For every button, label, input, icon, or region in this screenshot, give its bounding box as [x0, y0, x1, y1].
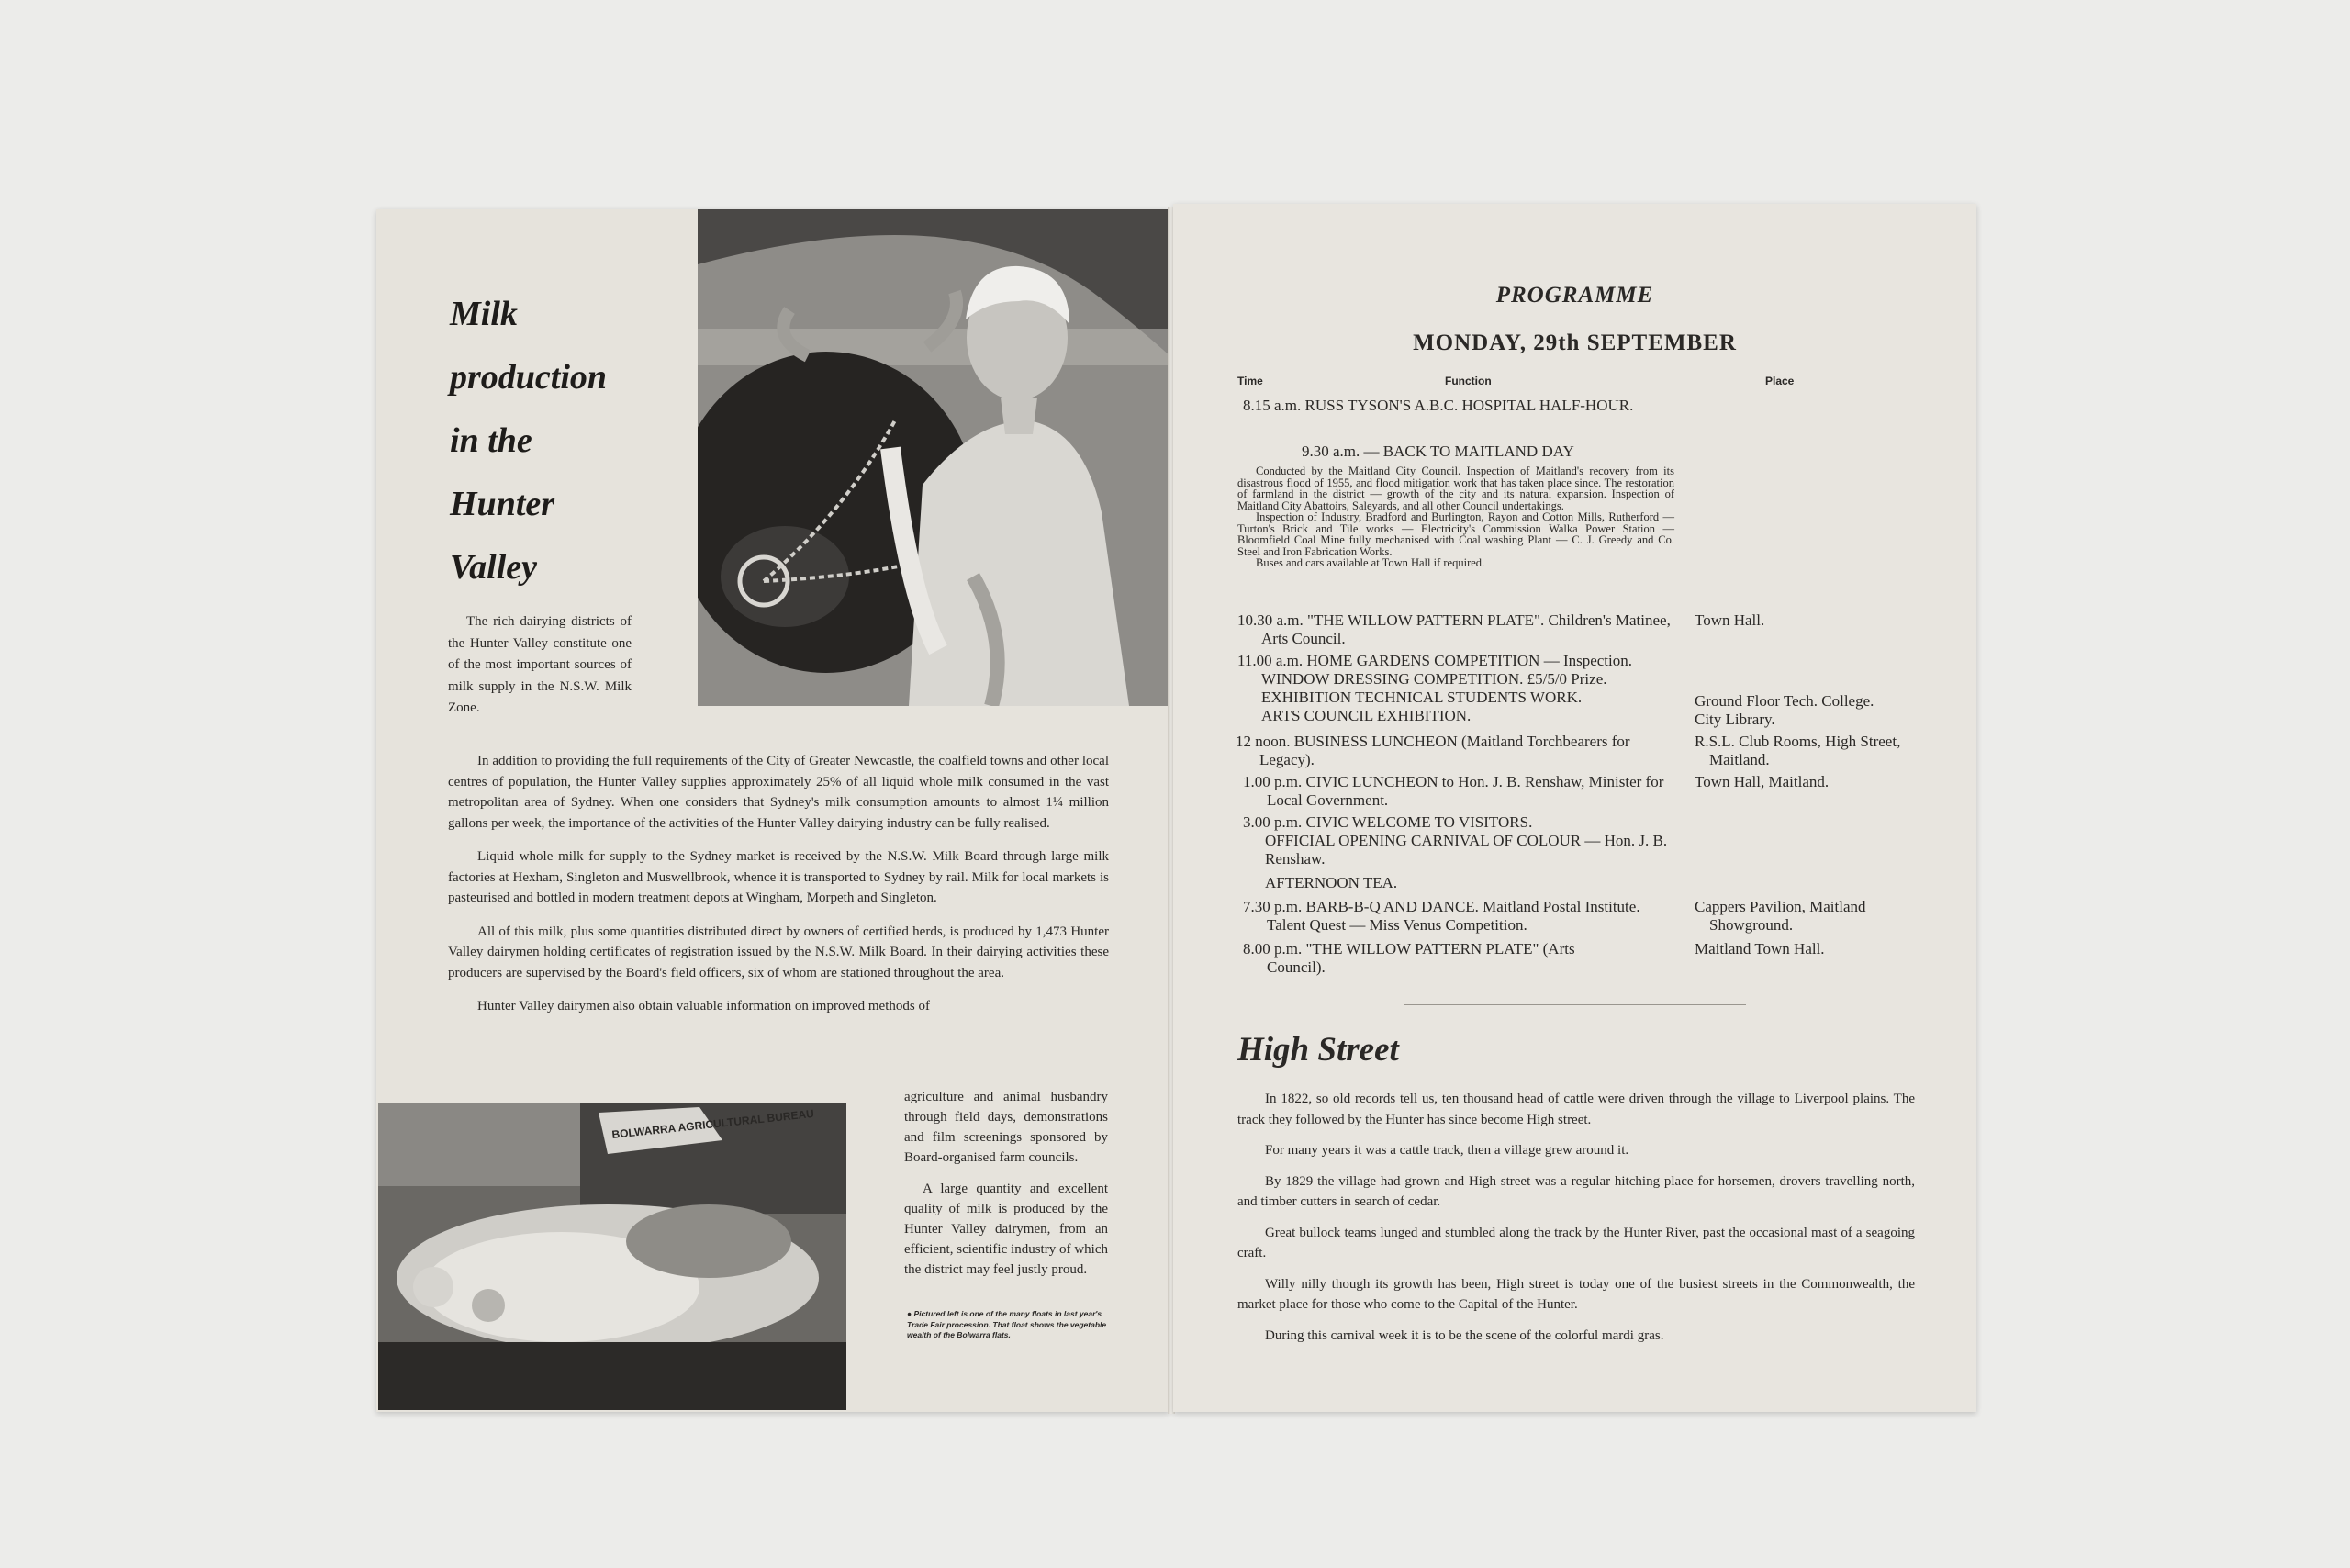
- intro-text: [448, 611, 632, 720]
- event-function: WINDOW DRESSING COMPETITION. £5/5/0 Prize.: [1261, 670, 1607, 688]
- side-column-text: [904, 1087, 1108, 1291]
- event-place: Cappers Pavilion, Maitland Showground.: [1695, 898, 1866, 934]
- girl-bull-illustration: [698, 209, 1170, 706]
- event-time: 1.00 p.m.: [1243, 773, 1303, 790]
- event-time: 7.30 p.m.: [1243, 898, 1303, 915]
- photo-caption: ● Pictured left is one of the many floats in last year's Trade Fair procession. That float shows the vegetable wealth of the Bolwarra flats.: [907, 1309, 1107, 1339]
- event-time: 10.30 a.m.: [1237, 611, 1304, 629]
- column-header-time: Time: [1237, 375, 1263, 387]
- column-header-function: Function: [1445, 375, 1492, 387]
- event-function: CIVIC LUNCHEON to Hon. J. B. Renshaw, Minister for Local Government.: [1267, 773, 1664, 809]
- body-paragraph: Great bullock teams lunged and stumbled along the track by the Hunter River, past the occasional mast of a seagoing craft.: [1237, 1225, 1915, 1260]
- programme-event: [1243, 898, 1674, 935]
- body-paragraph: Hunter Valley dairymen also obtain valuable information on improved methods of: [477, 999, 930, 1014]
- photo-girl-with-bull: [698, 209, 1170, 706]
- event-function: CIVIC WELCOME TO VISITORS.: [1305, 813, 1533, 831]
- section-divider: [1404, 1004, 1746, 1005]
- intro-paragraph: The rich dairying districts of the Hunter Valley constitute one of the most important sources of milk supply in the N.S.W. Milk Zone.: [448, 614, 632, 715]
- programme-event: [1236, 733, 1667, 769]
- body-paragraph: For many years it was a cattle track, then a village grew around it.: [1265, 1143, 1629, 1158]
- body-paragraph: Willy nilly though its growth has been, High street is today one of the busiest streets in the Commonwealth, the market place for those who come to the Capital of the Hunter.: [1237, 1276, 1915, 1312]
- event-time: 9.30 a.m.: [1302, 442, 1360, 460]
- event-function: "THE WILLOW PATTERN PLATE". Children's Matinee, Arts Council.: [1261, 611, 1671, 647]
- left-page: [376, 209, 1169, 1412]
- photo-bolwarra-float: [378, 1103, 846, 1410]
- event-place: Town Hall.: [1695, 611, 1765, 629]
- programme-event: [1243, 773, 1674, 810]
- event-time: 3.00 p.m.: [1243, 813, 1303, 831]
- body-paragraph: In addition to providing the full requirements of the City of Greater Newcastle, the coalfield towns and other local centres of population, the Hunter Valley supplies approximately 25% of all liquid whole milk consumed in the vast metropolitan area of Sydney. When one considers that Sydney's milk consumption amounts to almost 1¼ million gallons per week, the importance of the activities of the Hunter Valley dairying industry can be fully realised.: [448, 754, 1109, 831]
- event-time: 8.15 a.m.: [1243, 397, 1302, 414]
- event-function: "THE WILLOW PATTERN PLATE" (Arts Council).: [1267, 940, 1575, 976]
- note-paragraph: Inspection of Industry, Bradford and Burlington, Rayon and Cotton Mills, Rutherford — Turton's Brick and Tile works — Electricity's Commission Walka Power Station — Bloomfield Coal Mine fully mechanised with Coal washing Plant — C. J. Greedy and Co. Steel and Iron Fabrication Works.: [1237, 510, 1674, 558]
- programme-event: [1261, 670, 1674, 689]
- body-paragraph: All of this milk, plus some quantities distributed direct by owners of certified herds, is produced by 1,473 Hunter Valley dairymen holding certificates of registration issued by the N.S.W. Milk Board. In their dairying activities these producers are supervised by the Board's field officers, six of whom are stationed throughout the area.: [448, 924, 1109, 980]
- maitland-notes: [1237, 465, 1674, 569]
- event-place: Town Hall, Maitland.: [1695, 773, 1830, 790]
- float-sign-text: BOLWARRA AGRICULTURAL BUREAU: [610, 1106, 815, 1141]
- event-function: EXHIBITION TECHNICAL STUDENTS WORK.: [1261, 689, 1583, 706]
- body-paragraph: By 1829 the village had grown and High street was a regular hitching place for horsemen, drovers travelling north, and timber cutters in search of cedar.: [1237, 1173, 1915, 1209]
- programme-date: MONDAY, 29th SEPTEMBER: [1413, 330, 1737, 355]
- title-line: Valley: [450, 548, 537, 587]
- programme-event: [1243, 813, 1674, 832]
- title-line: Hunter: [450, 485, 555, 523]
- event-function: — BACK TO MAITLAND DAY: [1363, 442, 1574, 460]
- title-line: in the: [450, 421, 532, 460]
- event-function: AFTERNOON TEA.: [1265, 874, 1398, 891]
- programme-event: [1302, 442, 1724, 461]
- event-place: City Library.: [1695, 711, 1775, 728]
- programme-event: [1237, 611, 1674, 648]
- body-paragraph: Liquid whole milk for supply to the Sydney market is received by the N.S.W. Milk Board through large milk factories at Hexham, Singleton and Muswellbrook, whence it is transported to Sydney by rail. Milk for local markets is pasteurised and bottled in modern treatment depots at Wingham, Morpeth and Singleton.: [448, 849, 1109, 905]
- right-page: [1173, 204, 1976, 1412]
- event-place: Maitland Town Hall.: [1695, 940, 1825, 958]
- programme-event: [1243, 397, 1674, 415]
- event-function: BUSINESS LUNCHEON (Maitland Torchbearers for Legacy).: [1259, 733, 1630, 768]
- note-paragraph: Conducted by the Maitland City Council. Inspection of Maitland's recovery from its disastrous flood of 1955, and flood mitigation work that has taken place since. The restoration of farmland in the district — growth of the city and its natural expansion. Inspection of Maitland City Abattoirs, Saleyards, and all other Council undertakings.: [1237, 465, 1674, 512]
- event-place: Ground Floor Tech. College.: [1695, 692, 1874, 710]
- event-place: R.S.L. Club Rooms, High Street, Maitland.: [1695, 733, 1901, 768]
- note-paragraph: Buses and cars available at Town Hall if required.: [1256, 556, 1485, 569]
- programme-event: [1261, 707, 1674, 725]
- body-paragraph: During this carnival week it is to be the scene of the colorful mardi gras.: [1265, 1327, 1664, 1343]
- event-function: OFFICIAL OPENING CARNIVAL OF COLOUR — Hon. J. B. Renshaw.: [1265, 832, 1668, 868]
- event-function: ARTS COUNCIL EXHIBITION.: [1261, 707, 1472, 724]
- event-time: 11.00 a.m.: [1237, 652, 1304, 669]
- event-function: HOME GARDENS COMPETITION — Inspection.: [1306, 652, 1633, 669]
- body-paragraph: In 1822, so old records tell us, ten thousand head of cattle were driven through the village to Liverpool plains. The track they followed by the Hunter has since become High street.: [1237, 1092, 1915, 1127]
- programme-event: [1261, 689, 1674, 707]
- title-line: production: [450, 358, 608, 397]
- event-function: RUSS TYSON'S A.B.C. HOSPITAL HALF-HOUR.: [1304, 397, 1634, 414]
- programme-event: [1265, 832, 1674, 868]
- programme-heading: PROGRAMME: [1495, 283, 1654, 308]
- side-paragraph: A large quantity and excellent quality of milk is produced by the Hunter Valley dairymen, from an efficient, scientific industry of which the district may feel justly proud.: [904, 1182, 1108, 1277]
- column-header-place: Place: [1765, 375, 1795, 387]
- programme-event: [1237, 652, 1674, 670]
- article-title: [450, 283, 643, 599]
- side-paragraph: agriculture and animal husbandry through field days, demonstrations and film screenings sponsored by Board-organised farm councils.: [904, 1090, 1108, 1165]
- title-line: Milk: [450, 295, 518, 333]
- float-illustration: [378, 1103, 846, 1410]
- programme-event: [1243, 940, 1628, 977]
- event-function: BARB-B-Q AND DANCE. Maitland Postal Institute. Talent Quest — Miss Venus Competition.: [1267, 898, 1640, 934]
- article-body: [448, 751, 1109, 1017]
- programme-event: [1265, 874, 1674, 892]
- event-time: 12 noon.: [1236, 733, 1291, 750]
- high-street-title: High Street: [1237, 1031, 1399, 1069]
- high-street-body: [1237, 1089, 1915, 1356]
- event-time: 8.00 p.m.: [1243, 940, 1303, 958]
